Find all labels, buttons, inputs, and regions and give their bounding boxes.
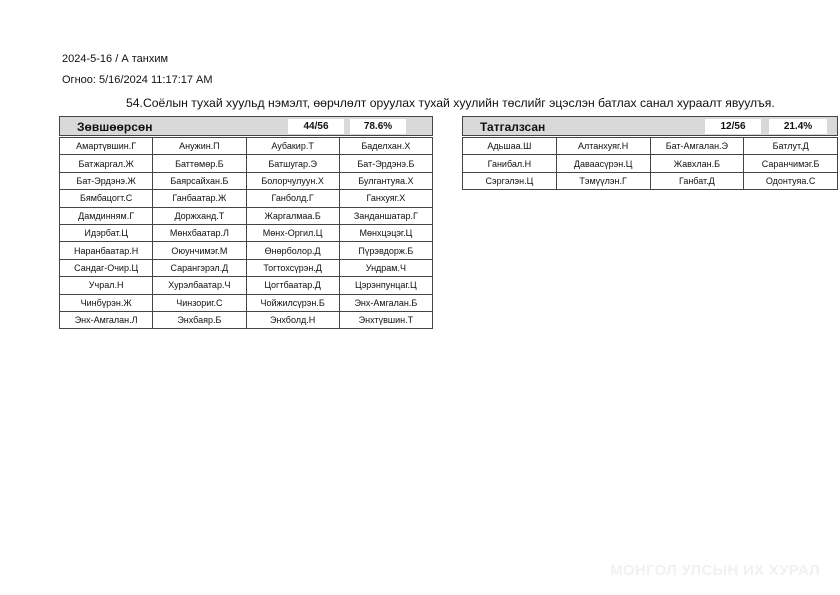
table-row [463,172,838,189]
table-row [60,259,433,276]
member-name: Мөнх-Оргил.Ц [246,224,339,241]
approved-title: Зөвшөөрсөн [77,120,153,134]
table-row [60,277,433,294]
member-name: Ганхуяг.Х [339,190,432,207]
table-row [60,207,433,224]
approved-panel [59,116,433,329]
rejected-count: 12/56 [705,119,761,134]
table-row [60,155,433,172]
member-name: Одонтуяа.С [744,172,838,189]
member-name: Сарангэрэл.Д [153,259,246,276]
approved-header [59,116,433,136]
table-row [60,294,433,311]
rejected-title: Татгалзсан [480,120,546,134]
member-name: Булгантуяа.Х [339,172,432,189]
member-name: Өнөрболор.Д [246,242,339,259]
member-name: Ганбат.Д [650,172,744,189]
member-name: Саранчимэг.Б [744,155,838,172]
vote-timestamp: Огноо: 5/16/2024 11:17:17 AM [62,74,213,86]
table-row [60,242,433,259]
member-name: Аубакир.Т [246,138,339,155]
member-name: Энхболд.Н [246,311,339,328]
member-name: Ганибал.Н [463,155,557,172]
table-row [463,155,838,172]
member-name: Учрал.Н [60,277,153,294]
member-name: Баярсайхан.Б [153,172,246,189]
member-name: Наранбаатар.Н [60,242,153,259]
member-name: Тогтохсүрэн.Д [246,259,339,276]
member-name: Амартүвшин.Г [60,138,153,155]
approved-count: 44/56 [288,119,344,134]
member-name: Сэргэлэн.Ц [463,172,557,189]
approved-names-table [59,137,433,329]
watermark: МОНГОЛ УЛСЫН ИХ ХУРАЛ [610,562,820,579]
member-name: Оюунчимэг.М [153,242,246,259]
member-name: Ганболд.Г [246,190,339,207]
member-name: Занданшатар.Г [339,207,432,224]
table-row [60,190,433,207]
approved-percent: 78.6% [350,119,406,134]
member-name: Энх-Амгалан.Л [60,311,153,328]
member-name: Батшугар.Э [246,155,339,172]
member-name: Баделхан.Х [339,138,432,155]
member-name: Бямбацогт.С [60,190,153,207]
table-row [60,311,433,328]
table-row [60,172,433,189]
table-row [60,224,433,241]
member-name: Чинбүрэн.Ж [60,294,153,311]
member-name: Мөнхбаатар.Л [153,224,246,241]
member-name: Бат-Эрдэнэ.Б [339,155,432,172]
member-name: Адьшаа.Ш [463,138,557,155]
member-name: Доржханд.Т [153,207,246,224]
member-name: Тэмүүлэн.Г [556,172,650,189]
member-name: Болорчулуун.Х [246,172,339,189]
vote-topic: 54.Соёлын тухай хуульд нэмэлт, өөрчлөлт оруулах тухай хуулийн төслийг эцэслэн батлах санал хураалт явуулъя. [126,96,775,110]
member-name: Ундрам.Ч [339,259,432,276]
member-name: Чинзориг.С [153,294,246,311]
member-name: Жавхлан.Б [650,155,744,172]
member-name: Цэрэнпунцаг.Ц [339,277,432,294]
member-name: Цогтбаатар.Д [246,277,339,294]
member-name: Ганбаатар.Ж [153,190,246,207]
member-name: Жаргалмаа.Б [246,207,339,224]
member-name: Энхтүвшин.Т [339,311,432,328]
table-row [60,138,433,155]
member-name: Анужин.П [153,138,246,155]
member-name: Баттөмөр.Б [153,155,246,172]
member-name: Энхбаяр.Б [153,311,246,328]
member-name: Энх-Амгалан.Б [339,294,432,311]
member-name: Алтанхуяг.Н [556,138,650,155]
member-name: Чойжилсүрэн.Б [246,294,339,311]
session-date-hall: 2024-5-16 / А танхим [62,53,169,65]
table-row [463,138,838,155]
rejected-names-table [462,137,838,190]
member-name: Хурэлбаатар.Ч [153,277,246,294]
member-name: Дамдинням.Г [60,207,153,224]
member-name: Пүрэвдорж.Б [339,242,432,259]
member-name: Мөнхцэцэг.Ц [339,224,432,241]
member-name: Батлут.Д [744,138,838,155]
member-name: Бат-Эрдэнэ.Ж [60,172,153,189]
member-name: Идэрбат.Ц [60,224,153,241]
rejected-header [462,116,838,136]
member-name: Батжаргал.Ж [60,155,153,172]
member-name: Бат-Амгалан.Э [650,138,744,155]
rejected-percent: 21.4% [769,119,827,134]
member-name: Сандаг-Очир.Ц [60,259,153,276]
rejected-panel [462,116,838,190]
member-name: Даваасүрэн.Ц [556,155,650,172]
